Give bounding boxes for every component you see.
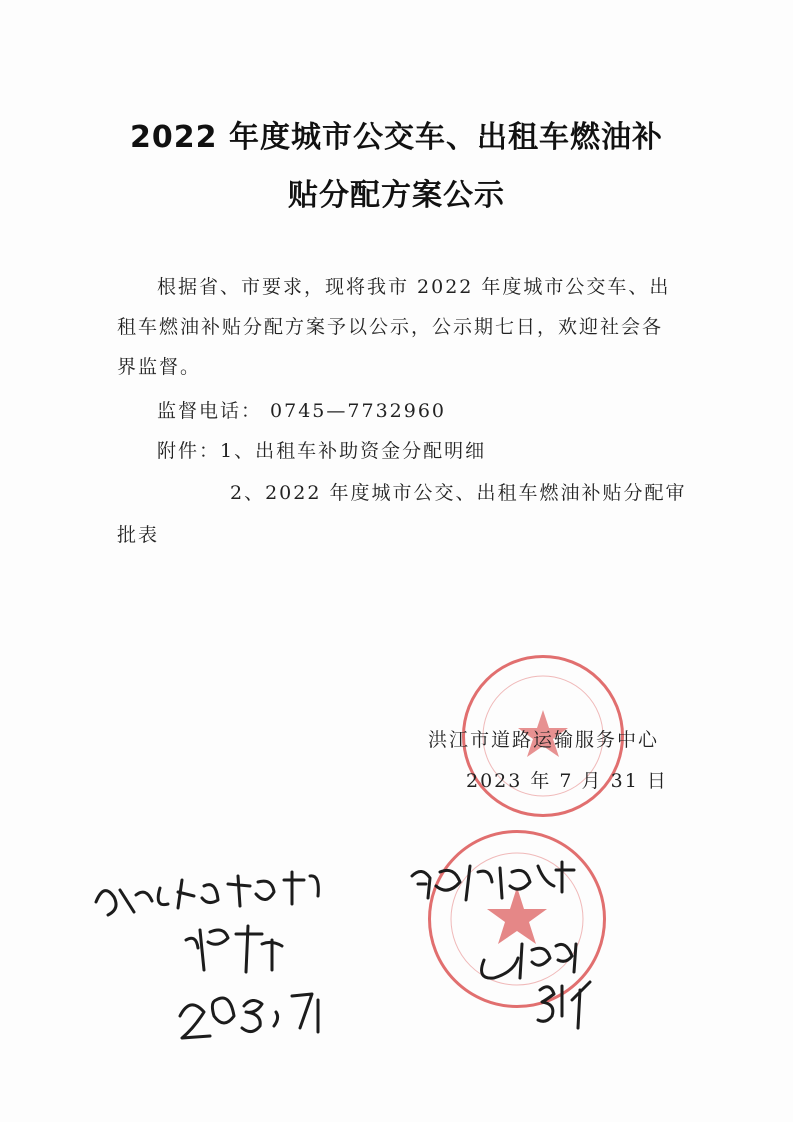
attachment-item-2-continued: 批表 [117,524,160,546]
supervision-phone: 监督电话： 0745—7732960 [157,400,447,422]
issuing-organization: 洪江市道路运输服务中心 [428,729,660,751]
seal-star-icon-2 [431,833,603,1005]
document-title-line-1: 2022 年度城市公交车、出租车燃油补 [130,120,663,155]
attachment-item-1: 附件：1、出租车补助资金分配明细 [157,440,487,462]
attachment-item-2: 2、2022 年度城市公交、出租车燃油补贴分配审 [230,482,687,504]
document-title-line-2: 贴分配方案公示 [288,178,505,213]
issue-date: 2023 年 7 月 31 日 [466,770,668,792]
notice-paragraph: 根据省、市要求，现将我市 2022 年度城市公交车、出租车燃油补贴分配方案予以公示，公示期七日，欢迎社会各界监督。 [117,276,671,378]
approval-seal-stamp [428,830,606,1008]
